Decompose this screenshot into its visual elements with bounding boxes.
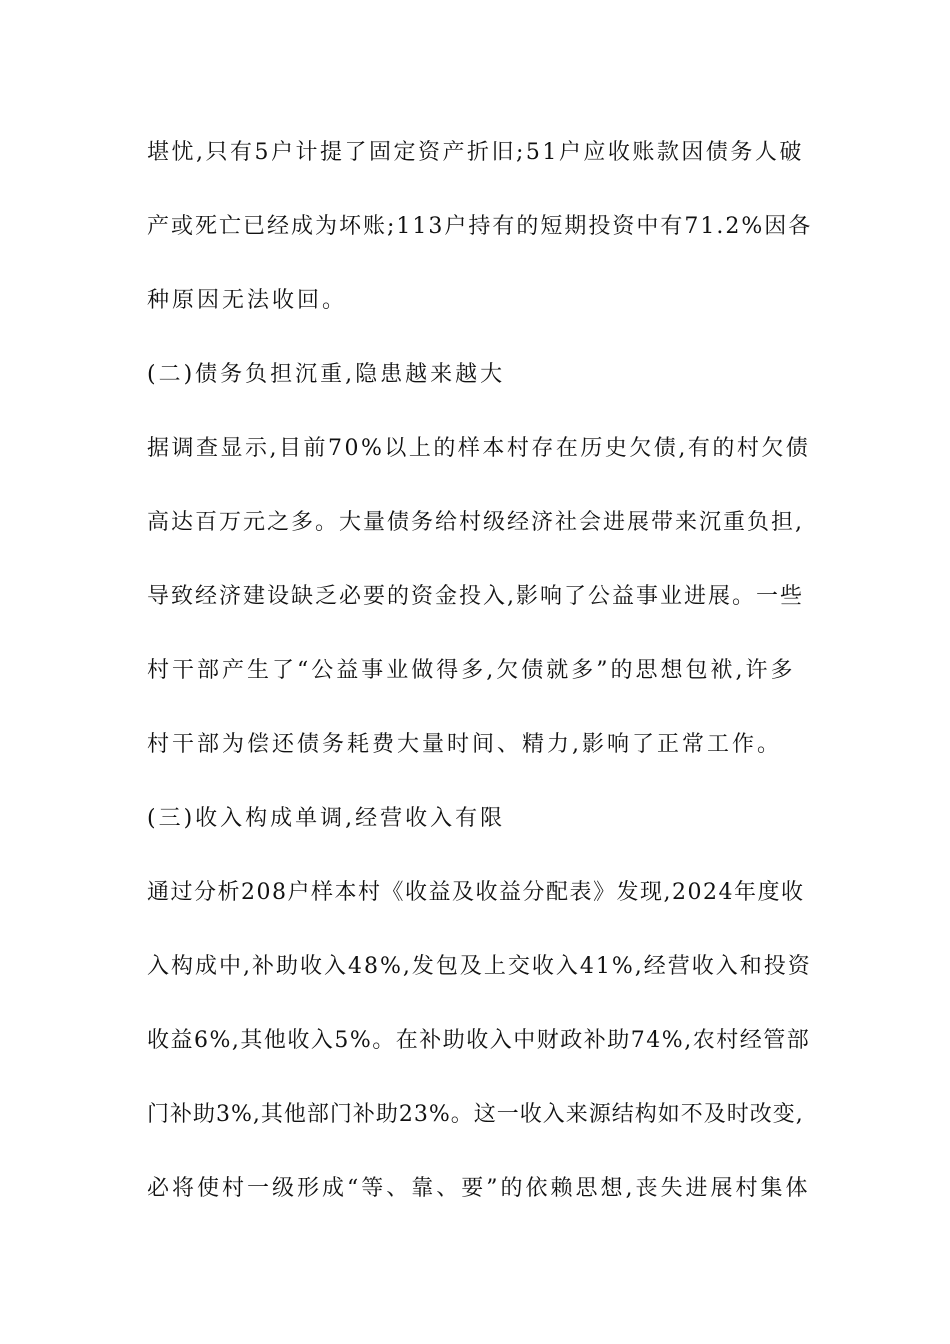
paragraph-line: 收益6%,其他收入5%。在补助收入中财政补助74%,农村经管部 xyxy=(147,1028,811,1053)
paragraph-line: 必将使村一级形成“等、靠、要”的依赖思想,丧失进展村集体 xyxy=(147,1176,811,1201)
section-heading: (二)债务负担沉重,隐患越来越大 xyxy=(147,362,506,387)
paragraph-line: 高达百万元之多。大量债务给村级经济社会进展带来沉重负担, xyxy=(147,510,804,535)
paragraph-line: 村干部产生了“公益事业做得多,欠债就多”的思想包袱,许多 xyxy=(147,658,796,683)
paragraph-line: 据调查显示,目前70%以上的样本村存在历史欠债,有的村欠债 xyxy=(147,436,811,461)
paragraph-line: 入构成中,补助收入48%,发包及上交收入41%,经营收入和投资 xyxy=(147,954,812,979)
paragraph-line: 堪忧,只有5户计提了固定资产折旧;51户应收账款因债务人破 xyxy=(147,140,804,165)
paragraph-line: 种原因无法收回。 xyxy=(147,288,348,313)
paragraph-line: 导致经济建设缺乏必要的资金投入,影响了公益事业进展。一些 xyxy=(147,584,804,609)
paragraph-line: 门补助3%,其他部门补助23%。这一收入来源结构如不及时改变, xyxy=(147,1102,804,1127)
paragraph-line: 产或死亡已经成为坏账;113户持有的短期投资中有71.2%因各 xyxy=(147,214,813,239)
paragraph-line: 村干部为偿还债务耗费大量时间、精力,影响了正常工作。 xyxy=(147,732,782,757)
section-heading: (三)收入构成单调,经营收入有限 xyxy=(147,806,506,831)
paragraph-line: 通过分析208户样本村《收益及收益分配表》发现,2024年度收 xyxy=(147,880,805,905)
